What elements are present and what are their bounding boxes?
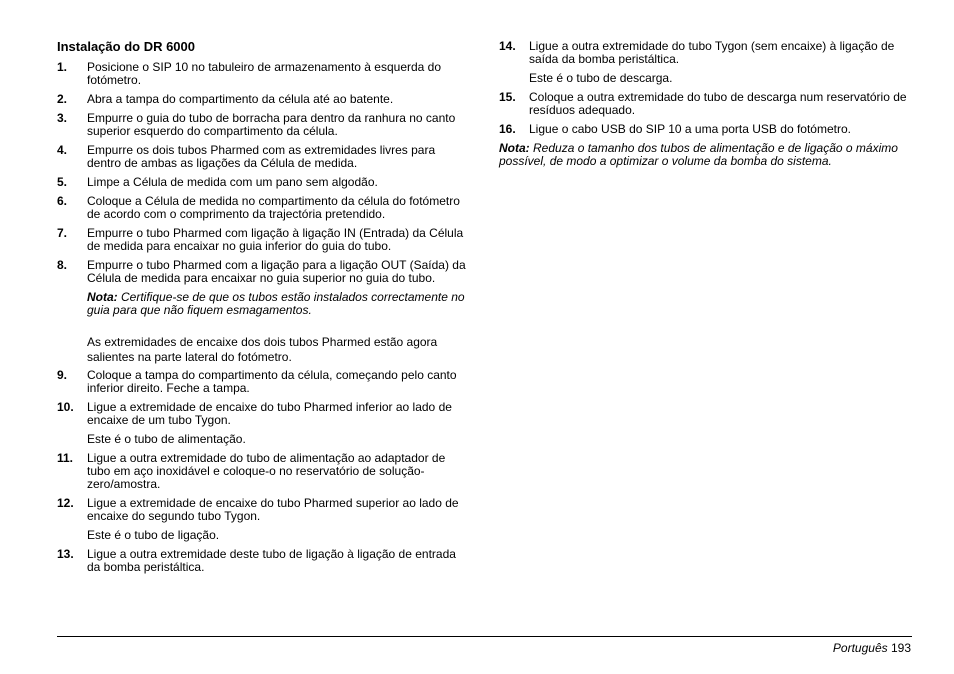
step-10 <box>57 401 469 427</box>
note-label: Nota: <box>499 141 530 155</box>
step-number: 5. <box>57 175 68 189</box>
note-label: Nota: <box>87 290 118 304</box>
step-13 <box>57 548 469 574</box>
step-number: 10. <box>57 400 74 414</box>
step-16 <box>499 123 909 136</box>
step-number: 13. <box>57 547 74 561</box>
step-number: 2. <box>57 92 68 106</box>
footer-language: Português <box>832 641 888 655</box>
step-text: Empurre o tubo Pharmed com a ligação para a ligação OUT (Saída) da Célula de medida para encaixar no guia superior no guia do tubo. <box>87 258 466 285</box>
step-14 <box>499 40 909 66</box>
step-text: Ligue a outra extremidade do tubo de alimentação ao adaptador de tubo em aço inoxidável e coloque-o no reservatório de solução-zero/amostra. <box>87 451 446 491</box>
step-10-result: Este é o tubo de alimentação. <box>87 432 246 446</box>
step-4 <box>57 144 469 170</box>
step-text: Empurre os dois tubos Pharmed com as extremidades livres para dentro de ambas as ligações da Célula de medida. <box>87 143 436 170</box>
step-14-result: Este é o tubo de descarga. <box>529 71 673 85</box>
step-5 <box>57 176 469 189</box>
step-number: 11. <box>57 451 74 465</box>
note-final <box>499 142 909 168</box>
step-text: Coloque a Célula de medida no compartimento da célula do fotómetro de acordo com o comprimento da trajectória pretendido. <box>87 194 460 221</box>
step-number: 15. <box>499 90 516 104</box>
step-text: Ligue a outra extremidade deste tubo de ligação à ligação de entrada da bomba peristáltica. <box>87 547 456 574</box>
step-7 <box>57 227 469 253</box>
step-number: 4. <box>57 143 68 157</box>
step-number: 16. <box>499 122 516 136</box>
step-text: Limpe a Célula de medida com um pano sem algodão. <box>87 175 378 189</box>
step-8-continuation: As extremidades de encaixe dos dois tubos Pharmed estão agora salientes na parte lateral do fotómetro. <box>87 335 438 364</box>
step-11 <box>57 452 469 491</box>
note-text: Certifique-se de que os tubos estão instalados correctamente no guia para que não fiquem esmagamentos. <box>87 290 465 317</box>
note-step-8 <box>57 291 469 317</box>
step-number: 14. <box>499 39 516 53</box>
step-12 <box>57 497 469 523</box>
step-text: Coloque a tampa do compartimento da célula, começando pelo canto inferior direito. Feche a tampa. <box>87 368 457 395</box>
step-1 <box>57 61 469 87</box>
step-number: 12. <box>57 496 74 510</box>
step-text: Ligue a outra extremidade do tubo Tygon (sem encaixe) à ligação de saída da bomba peristáltica. <box>529 39 895 66</box>
step-text: Ligue a extremidade de encaixe do tubo Pharmed superior ao lado de encaixe do segundo tubo Tygon. <box>87 496 459 523</box>
left-column <box>57 40 469 580</box>
step-15 <box>499 91 909 117</box>
step-text: Empurre o guia do tubo de borracha para dentro da ranhura no canto superior esquerdo do compartimento da célula. <box>87 111 456 138</box>
section-heading: Instalação do DR 6000 <box>57 39 195 54</box>
page-number: 193 <box>890 641 911 655</box>
footer-divider <box>57 636 912 637</box>
step-12-result: Este é o tubo de ligação. <box>87 528 220 542</box>
step-number: 6. <box>57 194 68 208</box>
page-footer <box>833 642 911 655</box>
step-number: 8. <box>57 258 68 272</box>
step-text: Empurre o tubo Pharmed com ligação à ligação IN (Entrada) da Célula de medida para encaixar no guia inferior do guia do tubo. <box>87 226 464 253</box>
step-text: Posicione o SIP 10 no tabuleiro de armazenamento à esquerda do fotómetro. <box>87 60 442 87</box>
step-9 <box>57 369 469 395</box>
step-number: 9. <box>57 368 68 382</box>
step-number: 3. <box>57 111 68 125</box>
step-text: Abra a tampa do compartimento da célula até ao batente. <box>87 92 394 106</box>
step-text: Ligue o cabo USB do SIP 10 a uma porta USB do fotómetro. <box>529 122 851 136</box>
step-number: 1. <box>57 60 68 74</box>
step-8 <box>57 259 469 285</box>
step-6 <box>57 195 469 221</box>
note-text: Reduza o tamanho dos tubos de alimentação e de ligação o máximo possível, de modo a optimizar o volume da bomba do sistema. <box>499 141 898 168</box>
right-column <box>499 40 909 177</box>
step-text: Ligue a extremidade de encaixe do tubo Pharmed inferior ao lado de encaixe de um tubo Tygon. <box>87 400 452 427</box>
step-2 <box>57 93 469 106</box>
step-number: 7. <box>57 226 68 240</box>
step-3 <box>57 112 469 138</box>
step-text: Coloque a outra extremidade do tubo de descarga num reservatório de resíduos adequado. <box>529 90 907 117</box>
